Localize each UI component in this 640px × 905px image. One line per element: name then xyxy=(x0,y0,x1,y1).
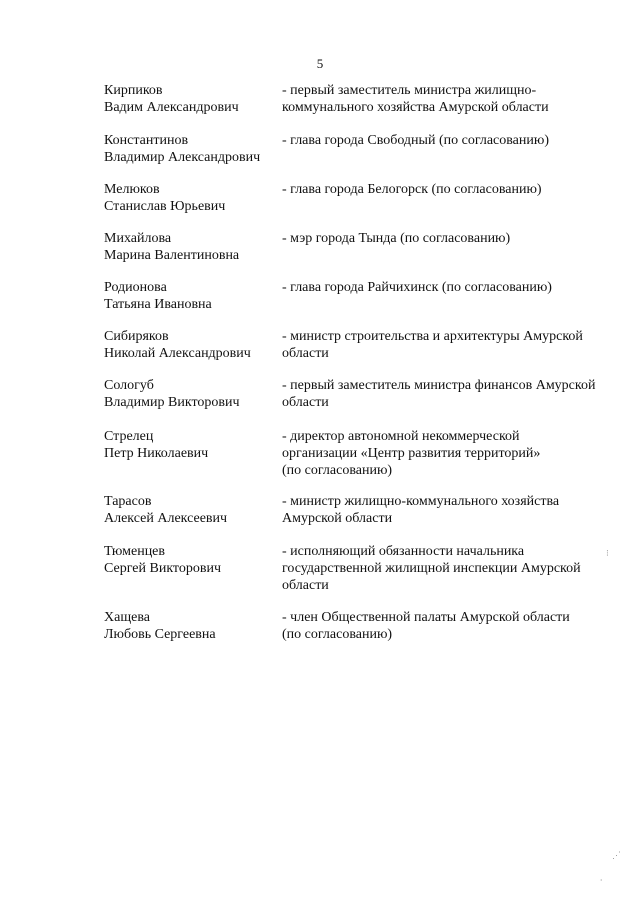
member-surname: Сибиряков xyxy=(104,329,169,344)
page-number: 5 xyxy=(316,56,324,71)
member-given-names: Любовь Сергеевна xyxy=(104,627,216,642)
member-role-line: - глава города Райчихинск (по согласованию) xyxy=(282,280,552,295)
member-role-line: - первый заместитель министра финансов Амурской xyxy=(282,378,596,393)
member-given-names: Сергей Викторович xyxy=(104,561,222,576)
member-given-names: Петр Николаевич xyxy=(104,446,209,461)
member-given-names: Владимир Александрович xyxy=(104,150,261,165)
member-surname: Сологуб xyxy=(104,378,154,393)
member-name xyxy=(104,181,274,215)
member-role-line: - мэр города Тында (по согласованию) xyxy=(282,231,511,246)
member-role-line: - исполняющий обязанности начальника xyxy=(282,544,525,559)
member-name xyxy=(104,493,274,527)
member-role xyxy=(282,328,622,362)
member-name xyxy=(104,328,274,362)
member-given-names: Алексей Алексеевич xyxy=(104,511,228,526)
member-surname: Стрелец xyxy=(104,429,154,444)
member-given-names: Николай Александрович xyxy=(104,346,251,361)
member-surname: Кирпиков xyxy=(104,83,163,98)
member-role-line: - первый заместитель министра жилищно- xyxy=(282,83,537,98)
member-role xyxy=(282,493,622,527)
member-name xyxy=(104,609,274,643)
member-role-line: - глава города Белогорск (по согласованию) xyxy=(282,182,542,197)
member-role-line: области xyxy=(282,578,329,593)
member-role xyxy=(282,428,622,479)
scan-speck: ⋰ xyxy=(612,850,621,860)
member-name xyxy=(104,230,274,264)
member-surname: Родионова xyxy=(104,280,167,295)
member-name xyxy=(104,377,274,411)
member-role-line: области xyxy=(282,346,329,361)
member-role-line: - член Общественной палаты Амурской области xyxy=(282,610,570,625)
member-role-line: - министр жилищно-коммунального хозяйства xyxy=(282,494,560,509)
member-role xyxy=(282,543,622,594)
member-role xyxy=(282,279,622,296)
member-name xyxy=(104,279,274,313)
member-role xyxy=(282,82,622,116)
member-surname: Хащева xyxy=(104,610,150,625)
member-role xyxy=(282,377,622,411)
member-role xyxy=(282,181,622,198)
member-surname: Тюменцев xyxy=(104,544,166,559)
member-given-names: Татьяна Ивановна xyxy=(104,297,212,312)
member-role xyxy=(282,609,622,643)
member-role-line: (по согласованию) xyxy=(282,627,393,642)
member-role-line: организации «Центр развития территорий» xyxy=(282,446,541,461)
member-surname: Тарасов xyxy=(104,494,152,509)
member-given-names: Владимир Викторович xyxy=(104,395,240,410)
scan-speck: ⁝ xyxy=(606,548,609,558)
member-given-names: Вадим Александрович xyxy=(104,100,239,115)
member-role-line: - директор автономной некоммерческой xyxy=(282,429,520,444)
member-name xyxy=(104,82,274,116)
member-name xyxy=(104,132,274,166)
member-surname: Михайлова xyxy=(104,231,172,246)
scan-speck: ⸳ xyxy=(600,874,603,884)
member-surname: Мелюков xyxy=(104,182,160,197)
member-role-line: коммунального хозяйства Амурской области xyxy=(282,100,549,115)
member-role xyxy=(282,132,622,149)
member-role-line: (по согласованию) xyxy=(282,463,393,478)
member-role-line: - министр строительства и архитектуры Амурской xyxy=(282,329,583,344)
member-given-names: Станислав Юрьевич xyxy=(104,199,226,214)
member-role-line: Амурской области xyxy=(282,511,393,526)
member-given-names: Марина Валентиновна xyxy=(104,248,240,263)
member-name xyxy=(104,428,274,462)
member-role-line: государственной жилищной инспекции Амурской xyxy=(282,561,581,576)
member-name xyxy=(104,543,274,577)
member-role-line: области xyxy=(282,395,329,410)
member-role-line: - глава города Свободный (по согласованию) xyxy=(282,133,550,148)
member-surname: Константинов xyxy=(104,133,189,148)
member-role xyxy=(282,230,622,247)
